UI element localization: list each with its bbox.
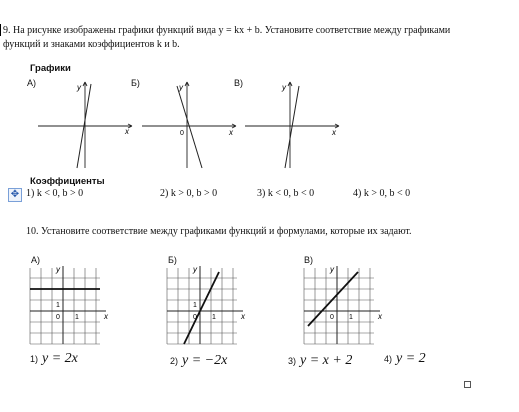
x-unit-label: 1: [75, 314, 79, 321]
graphs-heading: Графики: [30, 63, 71, 74]
formula-4-text: y = 2: [396, 351, 426, 366]
task9-graph-b: [140, 80, 240, 170]
task9-graph-v: [243, 80, 343, 170]
task10-line1: 10. Установите соответствие между графиками функций и формулами, которые их задают.: [26, 226, 412, 237]
x-unit-label: 1: [212, 314, 216, 321]
formula-4: [384, 349, 426, 367]
origin-label: 0: [193, 314, 197, 321]
formula-3-text: y = x + 2: [300, 353, 353, 368]
x-axis-label: x: [378, 312, 382, 321]
y-axis-label: y: [56, 265, 60, 274]
origin-label: 0: [56, 314, 60, 321]
formula-3-number: 3): [288, 356, 297, 366]
x-axis-label: x: [241, 312, 245, 321]
x-axis-label: x: [229, 128, 233, 137]
y-axis-label: y: [330, 265, 334, 274]
x-unit-label: 1: [349, 314, 353, 321]
formula-3: [288, 351, 352, 369]
grid-v-label: В): [304, 255, 313, 265]
formula-2-text: y = −2x: [182, 353, 228, 368]
formula-1: [30, 349, 78, 367]
formula-4-number: 4): [384, 354, 393, 364]
y-axis-label: y: [179, 83, 183, 92]
formula-1-number: 1): [30, 354, 39, 364]
task10-graph-a: [28, 264, 118, 346]
task9-line2: функций и знаками коэффициентов k и b.: [3, 39, 180, 50]
coefficients-heading: Коэффициенты: [30, 176, 105, 187]
coefficient-option-3: 3) k < 0, b < 0: [257, 188, 315, 199]
text-cursor: [0, 24, 1, 36]
y-axis-label: y: [193, 265, 197, 274]
move-handle-icon[interactable]: ✥: [8, 188, 22, 202]
y-unit-label: 1: [193, 302, 197, 309]
function-line: [177, 86, 202, 168]
graph-b-label: Б): [131, 78, 140, 88]
y-axis-label: y: [77, 83, 81, 92]
task9-graph-a: [36, 80, 136, 170]
grid-a-label: А): [31, 255, 40, 265]
y-axis-label: y: [282, 83, 286, 92]
resize-handle-icon[interactable]: [464, 381, 471, 388]
x-axis-label: x: [125, 127, 129, 136]
coefficient-option-2: 2) k > 0, b > 0: [160, 188, 218, 199]
origin-label: 0: [180, 130, 184, 137]
x-axis-label: x: [104, 312, 108, 321]
coefficient-option-1: 1) k < 0, b > 0: [26, 188, 84, 199]
x-axis-label: x: [332, 128, 336, 137]
formula-2: [170, 351, 227, 369]
origin-label: 0: [330, 314, 334, 321]
y-unit-label: 1: [56, 302, 60, 309]
task10-graph-b: [165, 264, 255, 346]
task9-line1: 9. На рисунке изображены графики функций вида y = kx + b. Установите соответствие между графиками: [3, 25, 451, 36]
function-line: [285, 86, 299, 168]
graph-v-label: В): [234, 78, 243, 88]
grid-b-label: Б): [168, 255, 177, 265]
coefficient-option-4: 4) k > 0, b < 0: [353, 188, 411, 199]
formula-1-text: y = 2x: [42, 351, 78, 366]
graph-a-label: А): [27, 78, 36, 88]
formula-2-number: 2): [170, 356, 179, 366]
task10-graph-v: [302, 264, 392, 346]
